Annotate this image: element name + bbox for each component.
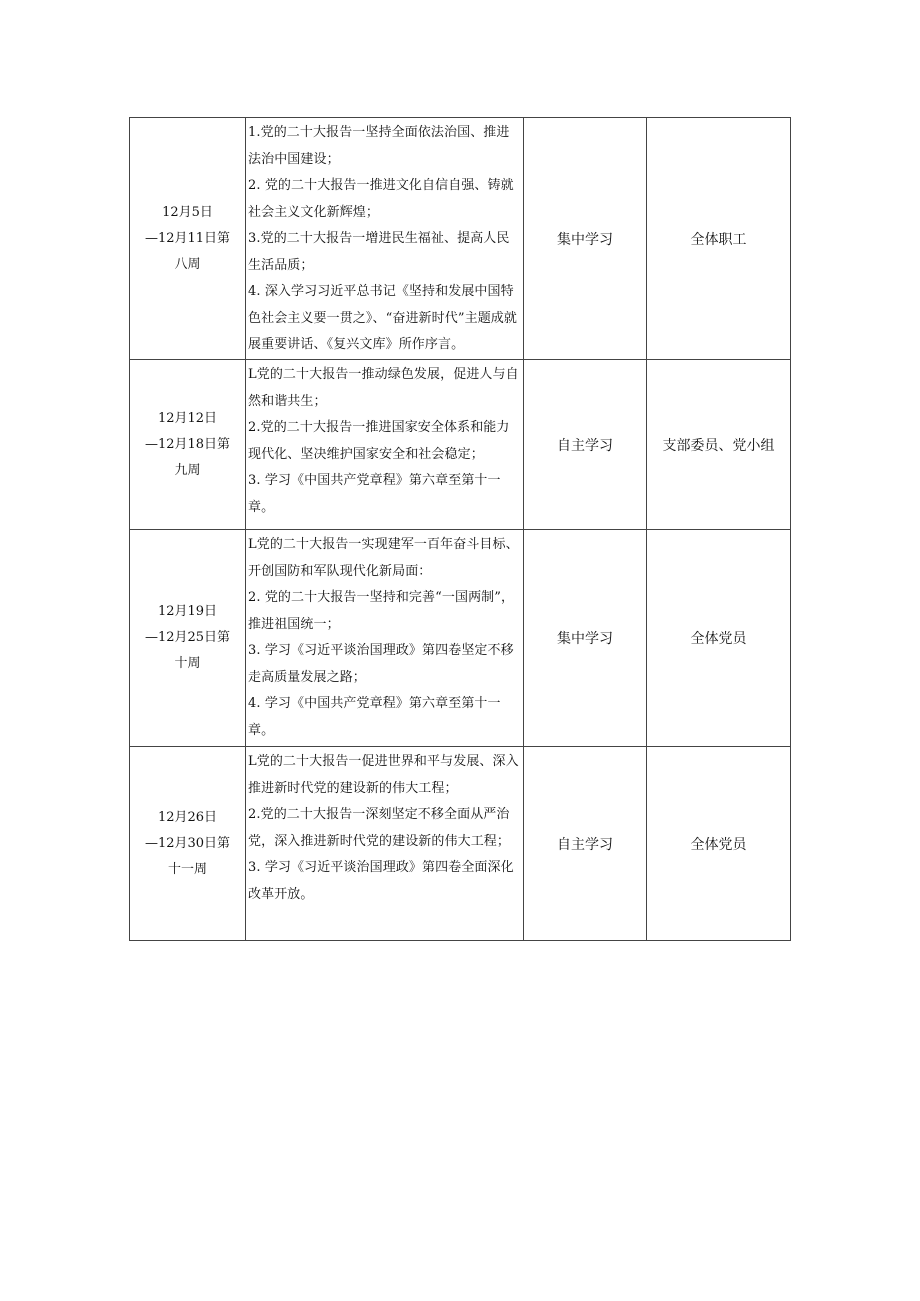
method-cell: 集中学习 [524, 118, 647, 360]
content-item: 3. 学习《习近平谈治国理政》第四卷全面深化改革开放。 [248, 860, 514, 902]
content-item: 4. 深入学习习近平总书记《坚持和发展中国特色社会主义要一贯之》、“奋进新时代”主题成就展重要讲话、《复兴文库》所作序言。 [248, 284, 517, 352]
content-item: L党的二十大报告一推动绿色发展，促进人与自然和谐共生； [248, 367, 519, 409]
content-cell [246, 360, 524, 530]
date-cell [130, 118, 246, 360]
content-item: 3. 学习《习近平谈治国理政》第四卷坚定不移走高质量发展之路； [248, 643, 514, 685]
content-cell [246, 530, 524, 747]
date-line: 八周 [174, 256, 201, 272]
table-row [130, 530, 791, 747]
content-cell [246, 118, 524, 360]
method-cell: 集中学习 [524, 530, 647, 747]
content-item: L党的二十大报告一实现建军一百年奋斗目标、开创国防和军队现代化新局面： [248, 537, 519, 579]
method-cell: 自主学习 [524, 747, 647, 941]
date-cell [130, 747, 246, 941]
participants-cell: 全体党员 [647, 530, 791, 747]
content-item: 2. 党的二十大报告一坚持和完善“一国两制”，推进祖国统一； [248, 590, 515, 632]
content-item: 4. 学习《中国共产党章程》第六章至第十一章。 [248, 696, 501, 738]
participants-cell: 全体党员 [647, 747, 791, 941]
content-item: 1.党的二十大报告一坚持全面依法治国、推进法治中国建设； [248, 125, 510, 167]
table-row [130, 747, 791, 941]
content-item: L党的二十大报告一促进世界和平与发展、深入推进新时代党的建设新的伟大工程； [248, 754, 519, 796]
date-cell [130, 360, 246, 530]
date-line: 12月5日 [162, 204, 213, 220]
content-cell [246, 747, 524, 941]
date-line: 12月26日 [157, 809, 218, 825]
date-line: 十一周 [167, 861, 207, 877]
table-row [130, 118, 791, 360]
date-line: 12月19日 [157, 604, 218, 619]
method-cell: 自主学习 [524, 360, 647, 530]
participants-cell: 支部委员、党小组 [647, 360, 791, 530]
content-item: 2.党的二十大报告一推进国家安全体系和能力现代化、坚决维护国家安全和社会稳定； [248, 420, 510, 462]
date-line: —12月30日第 [144, 835, 231, 851]
date-line: —12月18日第 [144, 436, 231, 452]
date-line: 12月12日 [157, 410, 218, 426]
study-schedule-table [129, 117, 791, 941]
date-line: 十周 [174, 656, 201, 671]
content-item: 3. 学习《中国共产党章程》第六章至第十一章。 [248, 473, 501, 515]
content-item: 2.党的二十大报告一深刻坚定不移全面从严治党，深入推进新时代党的建设新的伟大工程； [248, 807, 511, 849]
participants-cell: 全体职工 [647, 118, 791, 360]
content-item: 2. 党的二十大报告一推进文化自信自强、铸就社会主义文化新辉煌； [248, 178, 514, 220]
date-line: —12月25日第 [144, 630, 231, 645]
date-line: 九周 [174, 462, 201, 478]
table-row [130, 360, 791, 530]
content-item: 3.党的二十大报告一增进民生福祉、提高人民生活品质； [248, 231, 510, 273]
date-line: —12月11日第 [144, 230, 231, 246]
date-cell [130, 530, 246, 747]
